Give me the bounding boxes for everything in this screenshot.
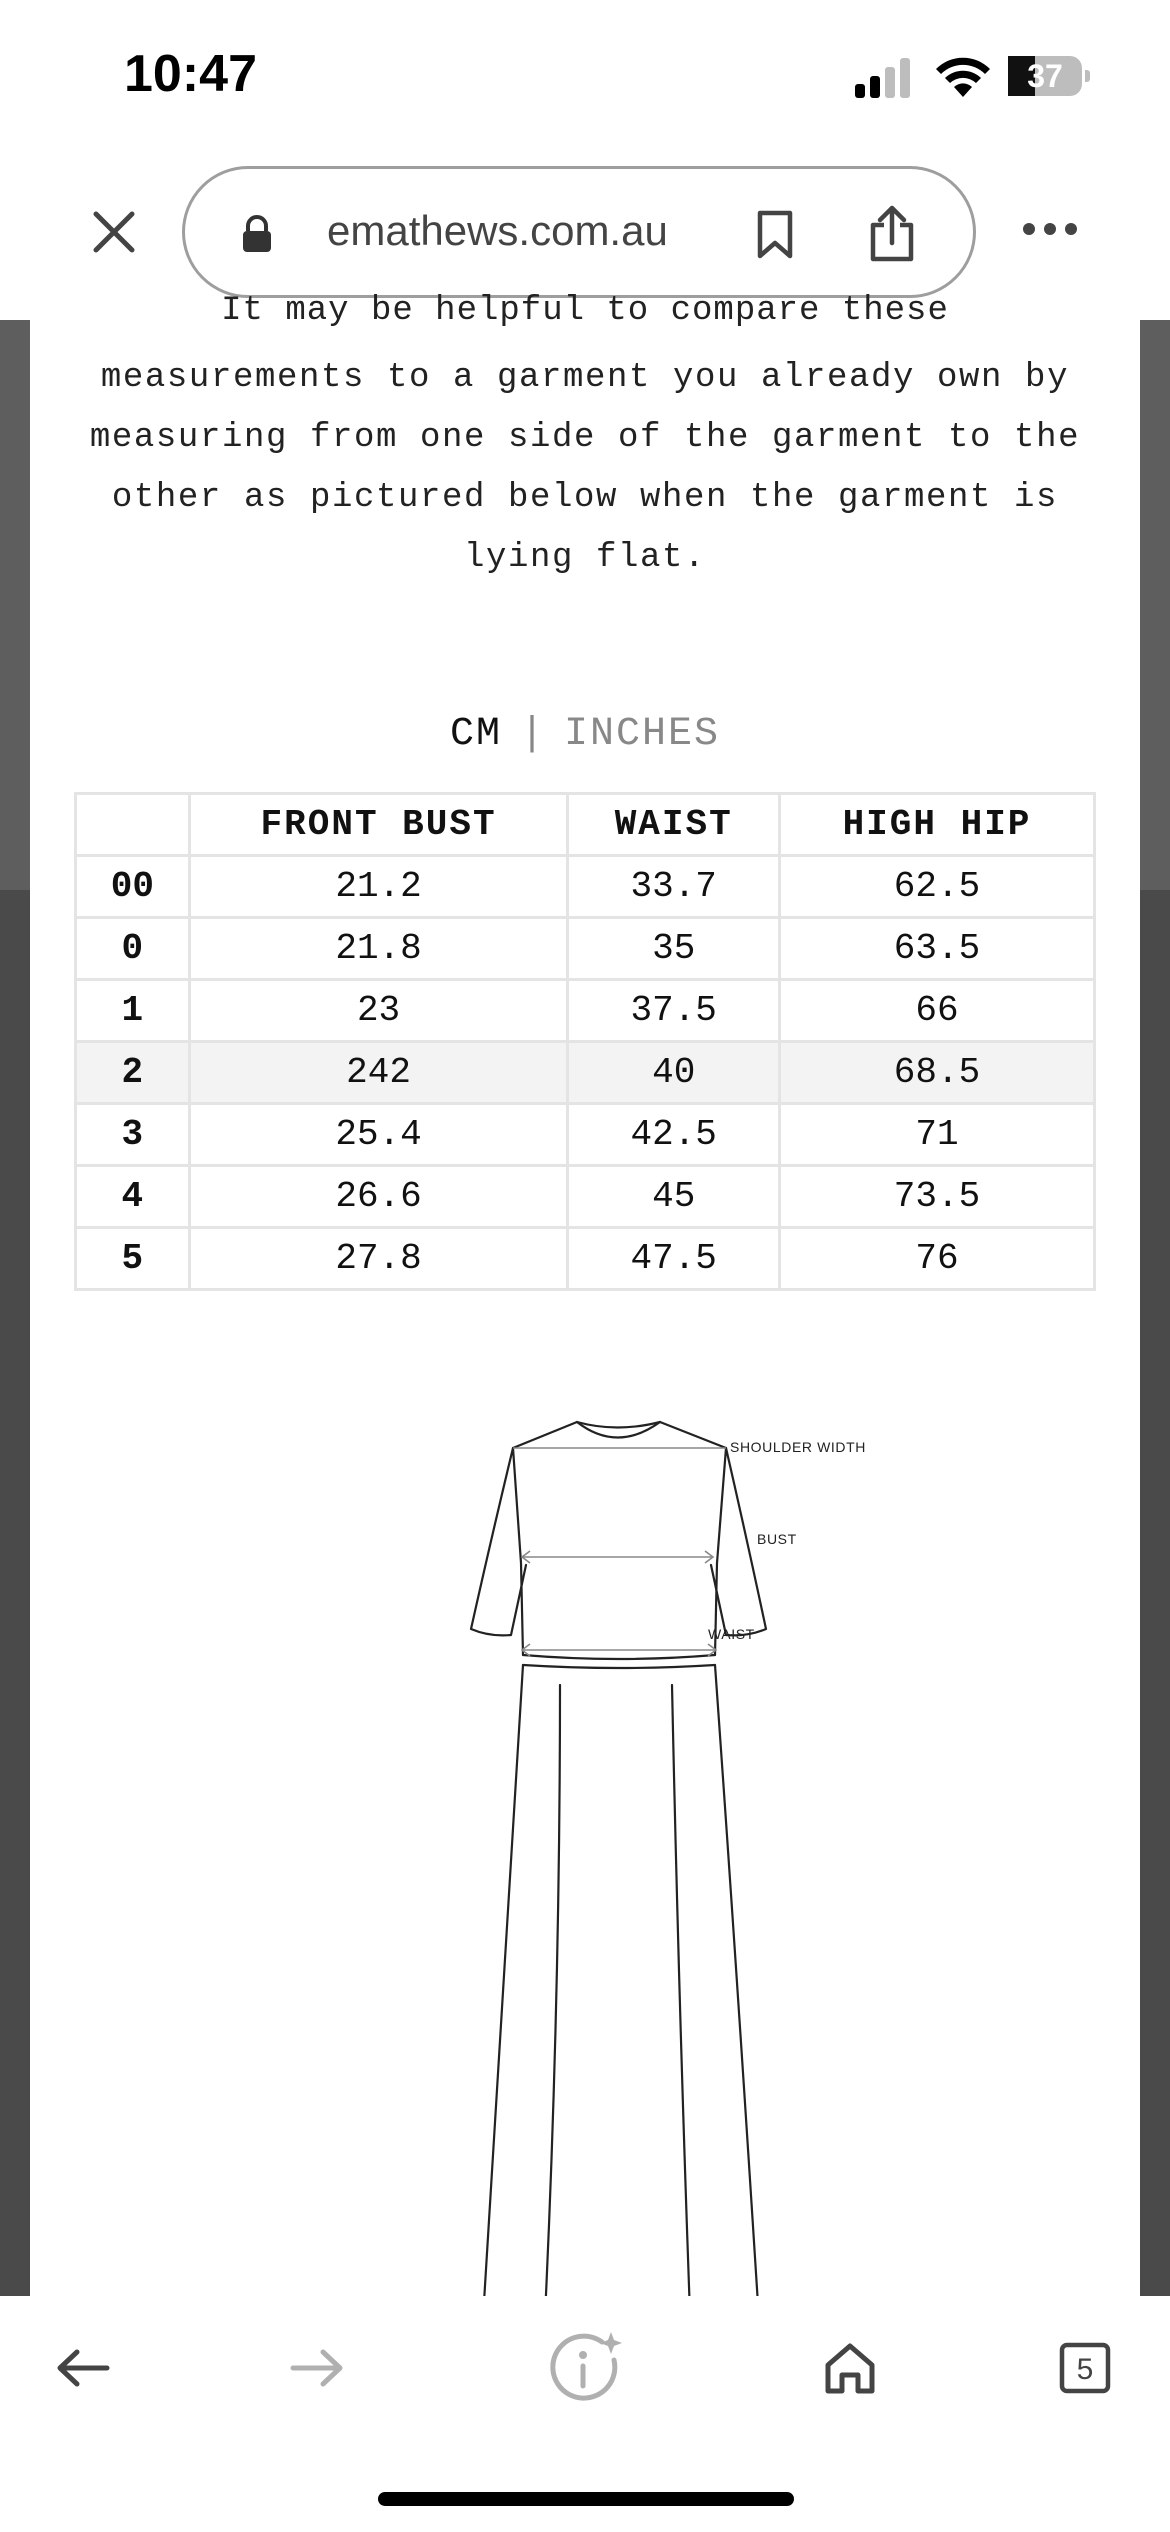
battery-indicator	[1008, 56, 1088, 96]
front-bust-cell: 25.4	[189, 1104, 568, 1166]
url-text[interactable]: emathews.com.au	[327, 207, 668, 254]
intro-line: other as pictured below when the garment is	[111, 479, 1059, 517]
waist-cell: 42.5	[568, 1104, 780, 1166]
high-hip-cell: 73.5	[780, 1166, 1095, 1228]
size-cell: 4	[76, 1166, 190, 1228]
address-bar[interactable]	[182, 166, 976, 298]
signal-icon	[855, 58, 917, 98]
bust-label: BUST	[757, 1531, 797, 1547]
table-row	[76, 1166, 1095, 1228]
waist-cell: 33.7	[568, 856, 780, 918]
waist-cell: 45	[568, 1166, 780, 1228]
high-hip-cell: 68.5	[780, 1042, 1095, 1104]
high-hip-cell: 63.5	[780, 918, 1095, 980]
forward-arrow-icon	[289, 2347, 345, 2389]
shoulder-label: SHOULDER WIDTH	[730, 1439, 866, 1455]
high-hip-cell: 66	[780, 980, 1095, 1042]
front-bust-cell: 242	[189, 1042, 568, 1104]
back-arrow-icon	[55, 2347, 111, 2389]
close-icon	[93, 211, 135, 253]
high-hip-cell: 62.5	[780, 856, 1095, 918]
home-indicator[interactable]	[378, 2492, 794, 2506]
front-bust-cell: 26.6	[189, 1166, 568, 1228]
unit-toggle	[30, 712, 1140, 757]
intro-line: measuring from one side of the garment to the	[89, 419, 1081, 457]
size-cell: 3	[76, 1104, 190, 1166]
lock-icon	[241, 215, 273, 253]
table-row	[76, 1228, 1095, 1290]
unit-cm-option[interactable]: CM	[449, 712, 502, 757]
back-button[interactable]	[38, 2328, 128, 2408]
page-backdrop-right	[1140, 320, 1170, 2296]
intro-line: measurements to a garment you already own by	[100, 359, 1070, 397]
bookmark-button[interactable]	[745, 205, 805, 265]
table-header-row	[76, 794, 1095, 856]
size-cell: 1	[76, 980, 190, 1042]
waist-label: WAIST	[708, 1626, 755, 1642]
table-row	[76, 856, 1095, 918]
more-icon	[1022, 222, 1078, 236]
front-bust-cell: 27.8	[189, 1228, 568, 1290]
size-cell: 2	[76, 1042, 190, 1104]
info-sparkle-icon	[547, 2330, 623, 2406]
high-hip-cell: 71	[780, 1104, 1095, 1166]
page-backdrop-left	[0, 320, 30, 2296]
unit-inches-option[interactable]: INCHES	[564, 712, 721, 757]
web-content[interactable]	[30, 292, 1140, 2296]
tabs-button[interactable]	[1040, 2328, 1130, 2408]
header-front-bust: FRONT BUST	[189, 794, 568, 856]
waist-cell: 37.5	[568, 980, 780, 1042]
header-size	[76, 794, 190, 856]
status-bar	[0, 0, 1170, 150]
high-hip-cell: 76	[780, 1228, 1095, 1290]
size-cell: 5	[76, 1228, 190, 1290]
intro-line: lying flat.	[463, 539, 707, 577]
waist-cell: 47.5	[568, 1228, 780, 1290]
tab-count: 5	[1076, 2353, 1094, 2386]
page-info-button[interactable]	[540, 2328, 630, 2408]
bookmark-icon	[756, 210, 794, 260]
battery-level: 37	[1027, 58, 1063, 94]
home-button[interactable]	[805, 2328, 895, 2408]
header-high-hip: HIGH HIP	[780, 794, 1095, 856]
size-cell: 00	[76, 856, 190, 918]
share-button[interactable]	[857, 199, 927, 269]
unit-separator: |	[519, 712, 546, 757]
front-bust-cell: 21.2	[189, 856, 568, 918]
size-table	[74, 792, 1096, 1291]
home-icon	[823, 2341, 877, 2395]
share-icon	[867, 205, 917, 263]
header-waist: WAIST	[568, 794, 780, 856]
close-button[interactable]	[84, 202, 144, 262]
front-bust-cell: 23	[189, 980, 568, 1042]
wifi-icon	[935, 55, 991, 97]
forward-button[interactable]	[272, 2328, 362, 2408]
table-row	[76, 918, 1095, 980]
table-row	[76, 980, 1095, 1042]
table-row	[76, 1104, 1095, 1166]
intro-text	[70, 348, 1100, 588]
waist-cell: 35	[568, 918, 780, 980]
intro-text-partial: It may be helpful to compare these	[221, 292, 949, 330]
front-bust-cell: 21.8	[189, 918, 568, 980]
waist-cell: 40	[568, 1042, 780, 1104]
size-cell: 0	[76, 918, 190, 980]
table-row-highlighted	[76, 1042, 1095, 1104]
tabs-icon	[1058, 2341, 1112, 2395]
more-button[interactable]	[1015, 204, 1085, 254]
status-time: 10:47	[124, 45, 257, 103]
